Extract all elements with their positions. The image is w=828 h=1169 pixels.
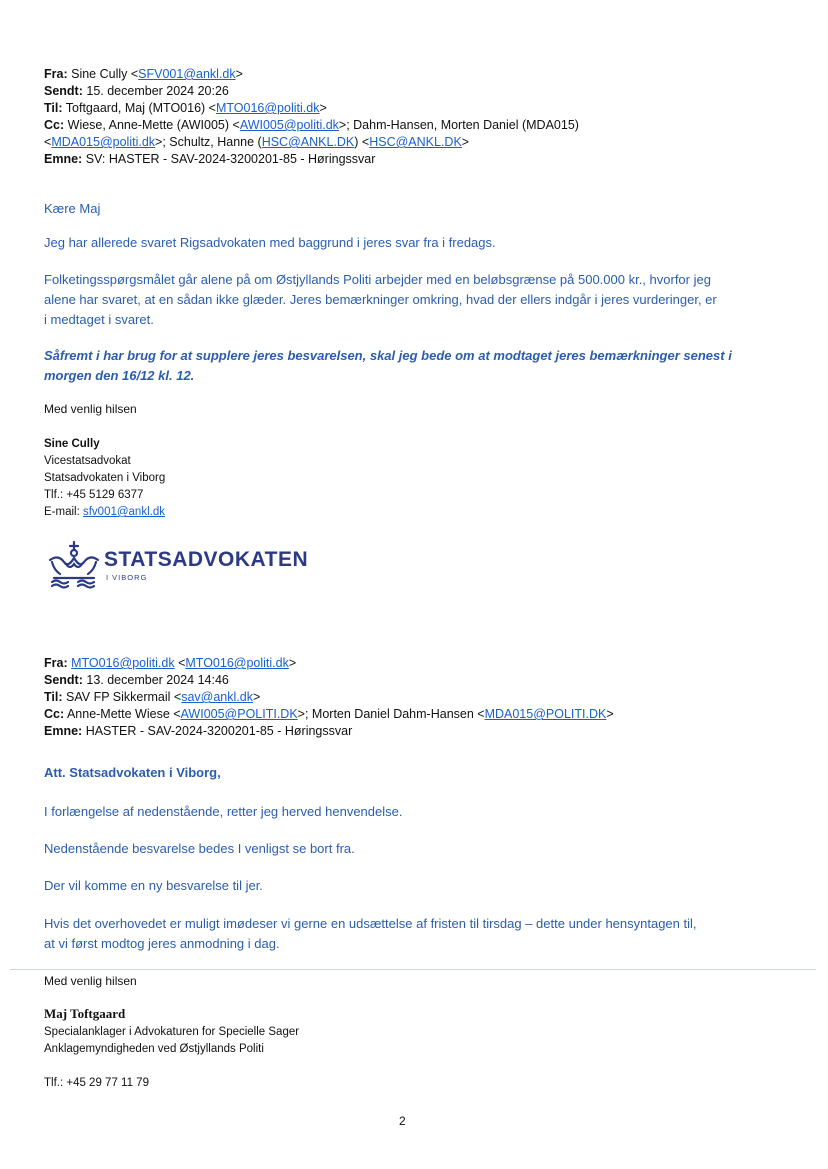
from-email-link[interactable]: MTO016@politi.dk xyxy=(71,656,175,670)
crown-icon xyxy=(44,540,104,590)
email1-signature-office: Statsadvokaten i Viborg xyxy=(44,472,166,484)
to-email-link[interactable]: MTO016@politi.dk xyxy=(215,101,320,115)
email-label: E-mail: xyxy=(44,506,83,518)
email2-signature-phone: Tlf.: +45 29 77 11 79 xyxy=(44,1077,149,1089)
email1-paragraph-2-line-3: i medtaget i svaret. xyxy=(44,312,154,327)
email1-paragraph-3-line-1: Såfremt i har brug for at supplere jeres besvarelsen, skal jeg bede om at modtaget jeres bemærkninger senest i xyxy=(44,348,732,363)
sent-value: 15. december 2024 20:26 xyxy=(86,84,229,98)
email2-cc-line xyxy=(44,706,614,723)
email1-cc-line-2 xyxy=(44,134,469,151)
to-name: SAV FP Sikkermail < xyxy=(66,690,182,704)
email1-signature-name: Sine Cully xyxy=(44,438,100,450)
bracket: < xyxy=(174,656,186,670)
from-email-link[interactable]: MTO016@politi.dk xyxy=(185,656,289,670)
email1-subject-line xyxy=(44,151,375,168)
from-label: Fra: xyxy=(44,67,68,81)
email2-signature-title: Specialanklager i Advokaturen for Specielle Sager xyxy=(44,1026,300,1038)
cc-name: Anne-Mette Wiese < xyxy=(66,707,181,721)
email2-paragraph-4-line-2: at vi først modtog jeres anmodning i dag. xyxy=(44,936,280,951)
email2-paragraph-1: I forlængelse af nedenstående, retter jeg herved henvendelse. xyxy=(44,804,403,819)
bracket: > xyxy=(252,690,261,704)
email2-signature-name: Maj Toftgaard xyxy=(44,1006,126,1021)
bracket: > xyxy=(288,656,297,670)
bracket: > xyxy=(319,101,327,115)
cc-email-link[interactable]: MDA015@politi.dk xyxy=(51,135,156,149)
email2-paragraph-4-line-1: Hvis det overhovedet er muligt imødeser vi gerne en udsættelse af fristen til tirsdag – dette under hensyntagen til, xyxy=(44,916,697,931)
to-label: Til: xyxy=(44,690,63,704)
email2-subject-line xyxy=(44,723,352,740)
email1-closing: Med venlig hilsen xyxy=(44,402,137,416)
subject-value: HASTER - SAV-2024-3200201-85 - Høringssvar xyxy=(85,724,353,738)
from-label: Fra: xyxy=(44,656,68,670)
cc-name: >; Dahm-Hansen, Morten Daniel (MDA015) xyxy=(338,118,579,132)
email1-paragraph-1: Jeg har allerede svaret Rigsadvokaten med baggrund i jeres svar fra i fredags. xyxy=(44,235,496,250)
logo-subtitle: I VIBORG xyxy=(106,573,148,582)
cc-name: Wiese, Anne-Mette (AWI005) < xyxy=(67,118,240,132)
cc-label: Cc: xyxy=(44,707,65,721)
cc-label: Cc: xyxy=(44,118,65,132)
email1-paragraph-2-line-1: Folketingsspørgsmålet går alene på om Østjyllands Politi arbejder med en beløbsgrænse på 500.000 kr., hvorfor jeg xyxy=(44,272,711,287)
email2-paragraph-3: Der vil komme en ny besvarelse til jer. xyxy=(44,878,263,893)
sent-label: Sendt: xyxy=(44,673,83,687)
statsadvokaten-logo xyxy=(44,540,344,588)
email1-to-line xyxy=(44,100,327,117)
email2-to-line xyxy=(44,689,260,706)
cc-email-link[interactable]: MDA015@POLITI.DK xyxy=(484,707,607,721)
to-label: Til: xyxy=(44,101,63,115)
bracket: > xyxy=(461,135,470,149)
email2-greeting: Att. Statsadvokaten i Viborg, xyxy=(44,765,221,780)
cc-name: >; Morten Daniel Dahm-Hansen < xyxy=(297,707,485,721)
to-email-link[interactable]: sav@ankl.dk xyxy=(181,690,253,704)
logo-name: STATSADVOKATEN xyxy=(104,548,309,571)
email1-paragraph-3-line-2: morgen den 16/12 kl. 12. xyxy=(44,368,195,383)
email2-sent-line xyxy=(44,672,229,689)
from-name: Sine Cully < xyxy=(71,67,139,81)
bracket: > xyxy=(606,707,614,721)
cc-name: >; Schultz, Hanne ( xyxy=(155,135,262,149)
signature-email-link[interactable]: sfv001@ankl.dk xyxy=(82,506,165,518)
email1-signature-title: Vicestatsadvokat xyxy=(44,455,131,467)
email1-sent-line xyxy=(44,83,229,100)
email1-greeting: Kære Maj xyxy=(44,201,101,216)
email2-from-line xyxy=(44,655,296,672)
subject-value: SV: HASTER - SAV-2024-3200201-85 - Høringssvar xyxy=(85,152,376,166)
email2-paragraph-2: Nedenstående besvarelse bedes I venligst se bort fra. xyxy=(44,841,355,856)
cc-email-link[interactable]: AWI005@politi.dk xyxy=(239,118,339,132)
email1-paragraph-2-line-2: alene har svaret, at en sådan ikke glæder. Jeres bemærkninger omkring, hvad der ellers indgår i jeres vurderinger, er xyxy=(44,292,717,307)
email1-signature-email-line xyxy=(44,504,165,520)
cc-email-link[interactable]: HSC@ANKL.DK xyxy=(369,135,462,149)
subject-label: Emne: xyxy=(44,724,83,738)
subject-label: Emne: xyxy=(44,152,83,166)
cc-email-link[interactable]: AWI005@POLITI.DK xyxy=(180,707,298,721)
sent-value: 13. december 2024 14:46 xyxy=(86,673,229,687)
email1-from-line xyxy=(44,66,243,83)
to-name: Toftgaard, Maj (MTO016) < xyxy=(65,101,216,115)
sent-label: Sendt: xyxy=(44,84,83,98)
cc-email-link[interactable]: HSC@ANKL.DK xyxy=(261,135,355,149)
email2-signature-office: Anklagemyndigheden ved Østjyllands Politi xyxy=(44,1043,264,1055)
email1-signature-phone: Tlf.: +45 5129 6377 xyxy=(44,489,144,501)
bracket: < xyxy=(44,135,52,149)
divider xyxy=(10,969,816,970)
page-number: 2 xyxy=(399,1114,406,1128)
bracket: ) < xyxy=(354,135,370,149)
bracket: > xyxy=(235,67,243,81)
email2-closing: Med venlig hilsen xyxy=(44,974,137,988)
from-email-link[interactable]: SFV001@ankl.dk xyxy=(138,67,236,81)
email1-cc-line xyxy=(44,117,579,134)
